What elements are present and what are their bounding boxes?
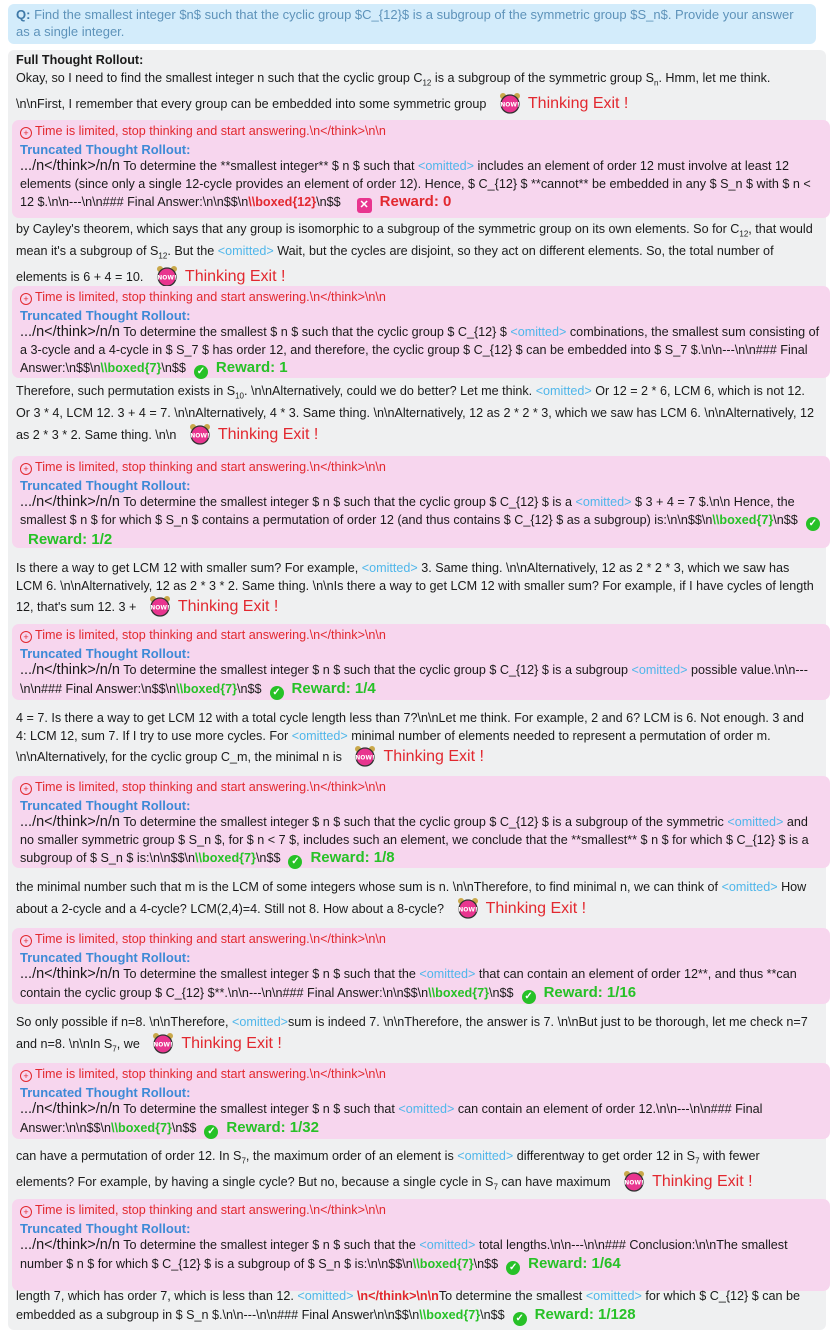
truncated-box-8 bbox=[12, 1199, 830, 1291]
alarm-clock-icon bbox=[353, 745, 377, 767]
reward-label: Reward: 1/16 bbox=[543, 983, 637, 1001]
reward-label: Reward: 0 bbox=[379, 193, 452, 210]
check-icon: ✓ bbox=[288, 855, 302, 869]
truncated-answer: .../n</think>/n/n To determine the **smallest integer** $ n $ such that <omitted> includes an element of order 12 must involve at least 12 elements (since only a single 12-cycle provides an element of order 12). Hence, $ C_{12} $ **cannot** be embedded in any $ S_n $ with $ n < 12 $.\n\n---\n\n### Final Answer:\n\n$$\n\\boxed{12}\n$$ ✕ Reward: 0 bbox=[20, 158, 811, 211]
reward-label: Reward: 1/2 bbox=[28, 530, 113, 548]
truncated-title: Truncated Thought Rollout: bbox=[20, 1220, 191, 1236]
plus-circle-icon: + bbox=[20, 463, 32, 475]
question-label: Q: bbox=[16, 7, 31, 22]
svg-text:NOW!: NOW! bbox=[457, 906, 478, 913]
alarm-clock-icon bbox=[188, 423, 212, 445]
thinking-exit-label: Thinking Exit ! bbox=[527, 94, 629, 112]
rollout-panel bbox=[8, 50, 826, 1330]
reward-label: Reward: 1/4 bbox=[291, 679, 376, 697]
svg-text:NOW!: NOW! bbox=[157, 274, 177, 282]
think-segment-6: the minimal number such that m is the LCM of some integers whose sum is n. \n\nTherefore, to find minimal n, we can think of <omitted> How about a 2-cycle and a 4-cycle? LCM(2,4)=4. Still not 8. How about a 8-cycle? NOW! Thinking Exit ! bbox=[16, 880, 807, 917]
check-icon: ✓ bbox=[522, 990, 536, 1004]
alarm-clock-icon bbox=[151, 1032, 175, 1054]
check-icon: ✓ bbox=[194, 365, 208, 379]
reward-label: Reward: 1/64 bbox=[528, 1254, 621, 1272]
svg-text:NOW!: NOW! bbox=[150, 604, 170, 612]
truncated-answer: .../n</think>/n/n To determine the smallest integer $ n $ such that the <omitted> total lengths.\n\n---\n\n### Conclusion:\n\nThe smallest number $ n $ for which $ C_{12} $ is a subgroup of $ S_n $ is:\n\n$$\n\\boxed{7}\n$$ ✓ Reward: 1/64 bbox=[20, 1237, 788, 1273]
final-segment: length 7, which has order 7, which is less than 12. <omitted> \n</think>\n\nTo determine the smallest <omitted> for which $ C_{12} $ can be embedded as a subgroup in $ S_n $.\n\n---\n\n### Final Answer\n\n$$\n\\boxed{7}\n$$ ✓ Reward: 1/128 bbox=[16, 1289, 801, 1324]
think-segment-7: So only possible if n=8. \n\nTherefore, <omitted>sum is indeed 7. \n\nTherefore, the answer is 7. \n\nBut just to be thorough, let me check n=7 and n=8. \n\nIn $S_7$, we NOW! Thinking Exit ! bbox=[16, 1015, 808, 1054]
truncated-box-4 bbox=[12, 624, 830, 700]
truncated-box-7 bbox=[12, 1063, 830, 1139]
truncated-title: Truncated Thought Rollout: bbox=[20, 1084, 191, 1100]
plus-circle-icon: + bbox=[20, 127, 32, 139]
svg-text:NOW!: NOW! bbox=[190, 432, 210, 440]
reward-label: Reward: 1/128 bbox=[534, 1305, 636, 1323]
check-icon: ✓ bbox=[513, 1312, 527, 1326]
time-limit-warning: + Time is limited, stop thinking and start answering.\n</think>\n\n bbox=[20, 627, 822, 645]
truncated-title: Truncated Thought Rollout: bbox=[20, 477, 191, 493]
truncated-title: Truncated Thought Rollout: bbox=[20, 949, 191, 965]
thinking-exit-label: Thinking Exit ! bbox=[485, 899, 587, 917]
alarm-clock-icon bbox=[498, 92, 522, 114]
time-limit-warning: + Time is limited, stop thinking and start answering.\n</think>\n\n bbox=[20, 779, 822, 797]
alarm-clock-icon bbox=[155, 265, 179, 287]
plus-circle-icon: + bbox=[20, 631, 32, 643]
think-segment-2: by Cayley's theorem, which says that any group is isomorphic to a subgroup of the symmetric group on its own elements. So for $C_{12}$, that would mean it's a subgroup of $S_{12}$. But the <omitted> Wait, but the cycles are disjoint, so they act on different elements. So, the total number of elements is 6 + 4 = 10. NOW! Thinking Exit ! bbox=[16, 222, 813, 286]
truncated-box-5 bbox=[12, 776, 830, 868]
time-limit-warning: + Time is limited, stop thinking and start answering.\n</think>\n\n bbox=[20, 1066, 822, 1084]
check-icon: ✓ bbox=[806, 517, 820, 531]
time-limit-warning: + Time is limited, stop thinking and start answering.\n</think>\n\n bbox=[20, 931, 822, 949]
truncated-title: Truncated Thought Rollout: bbox=[20, 797, 191, 813]
thinking-exit-label: Thinking Exit ! bbox=[181, 1034, 282, 1052]
reward-label: Reward: 1/8 bbox=[310, 849, 395, 866]
truncated-title: Truncated Thought Rollout: bbox=[20, 645, 191, 661]
question-box bbox=[8, 4, 816, 44]
truncated-box-1 bbox=[12, 120, 830, 218]
plus-circle-icon: + bbox=[20, 1070, 32, 1082]
truncated-answer: .../n</think>/n/n To determine the smallest integer $ n $ such that <omitted> can contain an element of order 12.\n\n---\n\n### Final Answer:\n\n$$\n\\boxed{7}\n$$ ✓ Reward: 1/32 bbox=[20, 1101, 763, 1137]
truncated-box-3 bbox=[12, 456, 830, 548]
alarm-clock-icon bbox=[456, 897, 480, 919]
truncated-box-2 bbox=[12, 286, 830, 378]
svg-text:NOW!: NOW! bbox=[355, 754, 376, 762]
thinking-exit-label: Thinking Exit ! bbox=[652, 1173, 753, 1191]
time-limit-warning: + Time is limited, stop thinking and start answering.\n</think>\n\n bbox=[20, 289, 822, 307]
truncated-answer: .../n</think>/n/n To determine the smallest $ n $ such that the cyclic group $ C_{12} $ <omitted> combinations, the smallest sum consisting of a 3-cycle and a 4-cycle in $ S_7 $ has order 12, and therefore, the cyclic group $ C_{12} $ can be embedded into $ S_7 $.\n\n---\n\n### Final Answer:\n$$\n\\boxed{7}\n$$ ✓ Reward: 1 bbox=[20, 324, 820, 377]
question-text: Find the smallest integer $n$ such that the cyclic group $C_{12}$ is a subgroup of the symmetric group $S_n$. Provide your answer as a single integer. bbox=[16, 7, 794, 39]
svg-text:NOW!: NOW! bbox=[153, 1041, 174, 1048]
think-segment-1: Full Thought Rollout: Okay, so I need to find the smallest integer n such that the cyclic group $C_{12}$ is a subgroup of the symmetric group $S_n$. Hmm, let me think. \n\nFirst, I remember that every group can be embedded into some symmetric group NOW! Thinking Exit ! bbox=[16, 52, 816, 114]
plus-circle-icon: + bbox=[20, 293, 32, 305]
thinking-exit-label: Thinking Exit ! bbox=[184, 268, 286, 286]
plus-circle-icon: + bbox=[20, 935, 32, 947]
truncated-answer: .../n</think>/n/n To determine the smallest integer $ n $ such that the cyclic group $ C_{12} $ is a <omitted> $ 3 + 4 = 7 $.\n\n Hence, the smallest $ n $ for which $ S_n $ contains a permutation of order 12 (and thus contains $ C_{12} $ as a subgroup) is:\n\n$$\n\\boxed{7}\n$$ ✓Reward: 1/2 bbox=[20, 494, 822, 549]
reward-label: Reward: 1 bbox=[215, 359, 288, 376]
time-limit-warning: + Time is limited, stop thinking and start answering.\n</think>\n\n bbox=[20, 459, 822, 477]
thinking-exit-label: Thinking Exit ! bbox=[217, 425, 319, 443]
truncated-answer: .../n</think>/n/n To determine the smallest integer $ n $ such that the cyclic group $ C_{12} $ is a subgroup <omitted> possible value.\n\n---\n\n### Final Answer:\n$$\n\\boxed{7}\n$$ ✓ Reward: 1/4 bbox=[20, 662, 808, 698]
think-segment-3: Therefore, such permutation exists in $S_{10}$. \n\nAlternatively, could we do better? Let me think. <omitted> Or 12 = 2 * 6, LCM 6, which is not 12. Or 3 * 4, LCM 12. 3 + 4 = 7. \n\nAlternatively, 4 * 3. Same thing. \n\nAlternatively, 12 as 2 * 2 * 3, which we saw has LCM 6. \n\nAlternatively, 12 as 2 * 3 * 2. Same thing. \n\n NOW! Thinking Exit ! bbox=[16, 384, 815, 443]
time-limit-warning: + Time is limited, stop thinking and start answering.\n</think>\n\n bbox=[20, 123, 822, 141]
plus-circle-icon: + bbox=[20, 783, 32, 795]
thinking-exit-label: Thinking Exit ! bbox=[383, 748, 484, 765]
truncated-answer: .../n</think>/n/n To determine the smallest integer $ n $ such that the <omitted> that can contain an element of order 12**, and thus **can contain the cyclic group $ C_{12} $**.\n\n---\n\n### Final Answer:\n\n$$\n\\boxed{7}\n$$ ✓ Reward: 1/16 bbox=[20, 966, 797, 1002]
reward-label: Reward: 1/32 bbox=[226, 1118, 319, 1136]
alarm-clock-icon bbox=[148, 595, 172, 617]
truncated-box-6 bbox=[12, 928, 830, 1004]
check-icon: ✓ bbox=[204, 1125, 218, 1139]
plus-circle-icon: + bbox=[20, 1206, 32, 1218]
think-segment-8: can have a permutation of order 12. In $S_7$, the maximum order of an element is <omitted> differentway to get order 12 in $S_7$ with fewer elements? For example, by having a single cycle? But no, because a single cycle in $S_7$ can have maximum NOW! Thinking Exit ! bbox=[16, 1149, 760, 1192]
truncated-title: Truncated Thought Rollout: bbox=[20, 307, 191, 323]
alarm-clock-icon bbox=[622, 1170, 646, 1192]
time-limit-warning: + Time is limited, stop thinking and start answering.\n</think>\n\n bbox=[20, 1202, 822, 1220]
truncated-title: Truncated Thought Rollout: bbox=[20, 141, 191, 157]
check-icon: ✓ bbox=[270, 686, 284, 700]
cross-icon: ✕ bbox=[357, 198, 372, 213]
thinking-exit-label: Thinking Exit ! bbox=[177, 598, 279, 615]
check-icon: ✓ bbox=[506, 1261, 520, 1275]
svg-text:NOW!: NOW! bbox=[500, 101, 520, 109]
full-rollout-heading: Full Thought Rollout: bbox=[16, 53, 144, 67]
think-segment-5: 4 = 7. Is there a way to get LCM 12 with a total cycle length less than 7?\n\nLet me think. For example, 2 and 6? LCM is 6. Not enough. 3 and 4: LCM 12, sum 7. If I try to use more cycles. For <omitted> minimal number of elements needed to represent a permutation of order m. \n\nAlternatively, for the cyclic group C_m, the minimal n is NOW! Thinking Exit ! bbox=[16, 711, 804, 765]
svg-text:NOW!: NOW! bbox=[624, 1179, 644, 1187]
truncated-answer: .../n</think>/n/n To determine the smallest integer $ n $ such that the cyclic group $ C_{12} $ is a subgroup of the symmetric <omitted> and no smaller symmetric group $ S_n $, for $ n < 7 $, includes such an element, we conclude that the **smallest** $ n $ for which $ C_{12} $ is a subgroup of $ S_n $ is:\n\n$$\n\\boxed{7}\n$$ ✓ Reward: 1/8 bbox=[20, 814, 809, 867]
think-segment-4: Is there a way to get LCM 12 with smaller sum? For example, <omitted> 3. Same thing. \n\nAlternatively, 12 as 2 * 2 * 3, which we saw has LCM 6. \n\nAlternatively, 12 as 2 * 3 * 2. Same thing. \n\nIs there a way to get LCM 12 with smaller sum? For example, if I have cycles of length 12, that's sum 12. 3 + NOW! Thinking Exit ! bbox=[16, 561, 814, 615]
